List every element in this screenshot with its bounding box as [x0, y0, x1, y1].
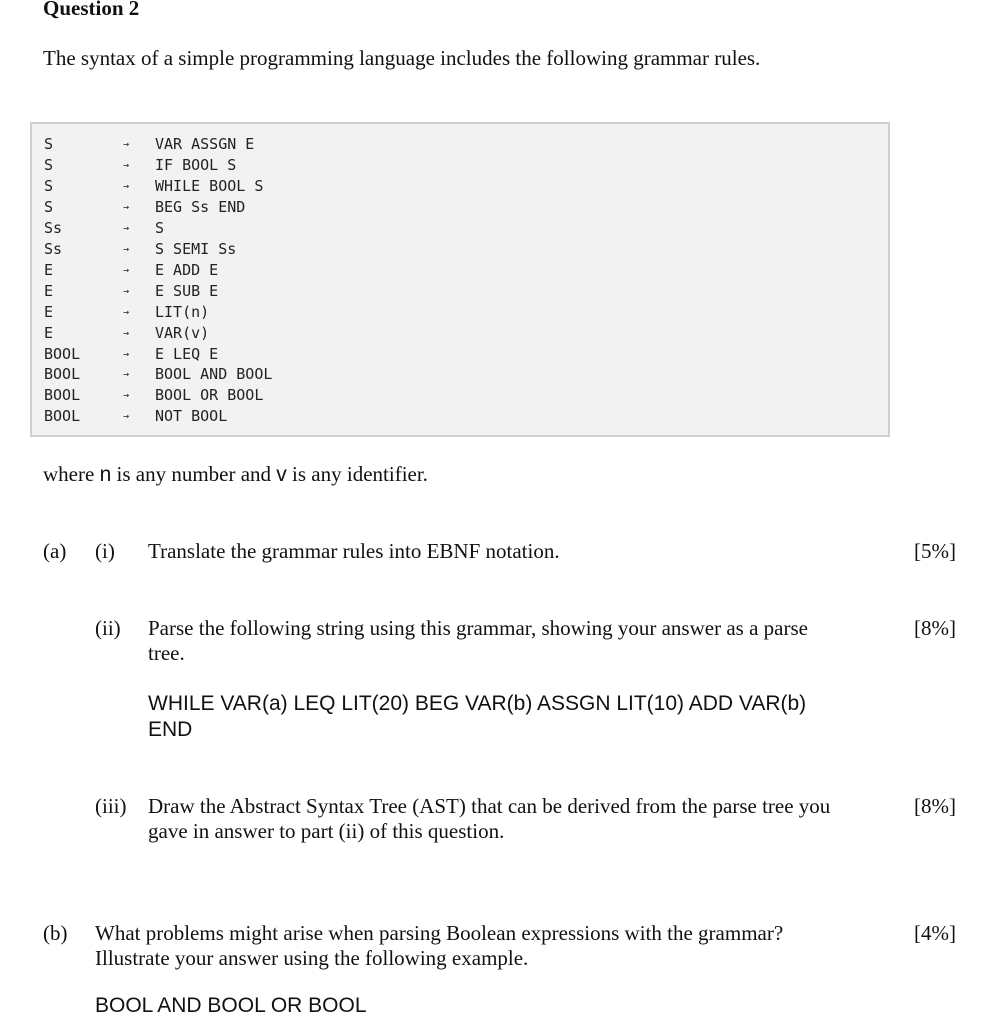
arrow-icon: →	[123, 349, 130, 360]
arrow-icon: →	[123, 328, 130, 339]
rule-lhs: BOOL	[44, 386, 81, 404]
part-b-marks: [4%]	[914, 921, 956, 945]
arrow-icon: →	[123, 411, 130, 422]
grammar-rule	[44, 385, 444, 406]
arrow-icon: →	[123, 244, 130, 255]
part-a-iii-text-line2: gave in answer to part (ii) of this question.	[148, 819, 505, 843]
grammar-rule	[44, 197, 444, 218]
where-prefix: where	[43, 462, 100, 486]
question-heading: Question 2	[43, 0, 140, 20]
bool-example: BOOL AND BOOL OR BOOL	[95, 994, 367, 1017]
arrow-icon: →	[123, 390, 130, 401]
part-a-i-label: (i)	[95, 539, 115, 563]
grammar-rule	[44, 155, 444, 176]
part-b-text-line2: Illustrate your answer using the following example.	[95, 946, 529, 970]
rule-rhs: VAR(v)	[155, 324, 210, 342]
rule-lhs: S	[44, 135, 54, 153]
rule-lhs: S	[44, 198, 54, 216]
rule-lhs: BOOL	[44, 407, 81, 425]
parse-string-line2: END	[148, 718, 193, 741]
arrow-icon: →	[123, 181, 130, 192]
rule-lhs: BOOL	[44, 365, 81, 383]
rule-lhs: E	[44, 282, 54, 300]
part-a-iii-marks: [8%]	[914, 794, 956, 818]
rule-lhs: Ss	[44, 219, 63, 237]
rule-rhs: VAR ASSGN E	[155, 135, 255, 153]
rule-rhs: WHILE BOOL S	[155, 177, 264, 195]
part-a-label: (a)	[43, 539, 67, 563]
parse-string-line1: WHILE VAR(a) LEQ LIT(20) BEG VAR(b) ASSGN LIT(10) ADD VAR(b)	[148, 692, 807, 715]
where-n-symbol: n	[99, 463, 112, 486]
grammar-rule	[44, 239, 444, 260]
rule-lhs: Ss	[44, 240, 63, 258]
grammar-rule	[44, 281, 444, 302]
part-a-iii-text-line1: Draw the Abstract Syntax Tree (AST) that can be derived from the parse tree you	[148, 794, 831, 818]
grammar-rule	[44, 364, 444, 385]
where-middle: is any number and	[111, 462, 277, 486]
rule-rhs: NOT BOOL	[155, 407, 228, 425]
arrow-icon: →	[123, 286, 130, 297]
grammar-rule	[44, 176, 444, 197]
arrow-icon: →	[123, 160, 130, 171]
rule-lhs: E	[44, 261, 54, 279]
part-a-ii-text-line2: tree.	[148, 641, 185, 665]
rule-lhs: BOOL	[44, 345, 81, 363]
arrow-icon: →	[123, 223, 130, 234]
where-suffix: is any identifier.	[286, 462, 428, 486]
grammar-rule	[44, 218, 444, 239]
arrow-icon: →	[123, 202, 130, 213]
where-v-symbol: v	[276, 463, 287, 486]
arrow-icon: →	[123, 139, 130, 150]
grammar-rule	[44, 323, 444, 344]
grammar-rule	[44, 260, 444, 281]
part-b-text-line1: What problems might arise when parsing Boolean expressions with the grammar?	[95, 921, 784, 945]
where-text	[43, 462, 428, 487]
intro-text: The syntax of a simple programming language includes the following grammar rules.	[43, 46, 761, 70]
part-a-ii-marks: [8%]	[914, 616, 956, 640]
grammar-rule	[44, 302, 444, 323]
rule-lhs: E	[44, 324, 54, 342]
rule-lhs: S	[44, 156, 54, 174]
part-a-iii-label: (iii)	[95, 794, 127, 818]
part-a-i-marks: [5%]	[914, 539, 956, 563]
rule-rhs: LIT(n)	[155, 303, 210, 321]
grammar-rule	[44, 344, 444, 365]
part-a-i-text: Translate the grammar rules into EBNF notation.	[148, 539, 560, 563]
rule-rhs: BOOL AND BOOL	[155, 365, 273, 383]
part-b-label: (b)	[43, 921, 68, 945]
rule-rhs: E SUB E	[155, 282, 219, 300]
rule-lhs: S	[44, 177, 54, 195]
rule-rhs: IF BOOL S	[155, 156, 237, 174]
rule-rhs: S SEMI Ss	[155, 240, 237, 258]
part-a-ii-text-line1: Parse the following string using this grammar, showing your answer as a parse	[148, 616, 808, 640]
grammar-rule	[44, 406, 444, 427]
rule-rhs: BEG Ss END	[155, 198, 246, 216]
arrow-icon: →	[123, 369, 130, 380]
rule-rhs: E LEQ E	[155, 345, 219, 363]
arrow-icon: →	[123, 265, 130, 276]
part-a-ii-label: (ii)	[95, 616, 121, 640]
rule-lhs: E	[44, 303, 54, 321]
rule-rhs: BOOL OR BOOL	[155, 386, 264, 404]
grammar-box	[30, 122, 890, 437]
arrow-icon: →	[123, 307, 130, 318]
grammar-rule	[44, 134, 444, 155]
rule-rhs: E ADD E	[155, 261, 219, 279]
rule-rhs: S	[155, 219, 165, 237]
